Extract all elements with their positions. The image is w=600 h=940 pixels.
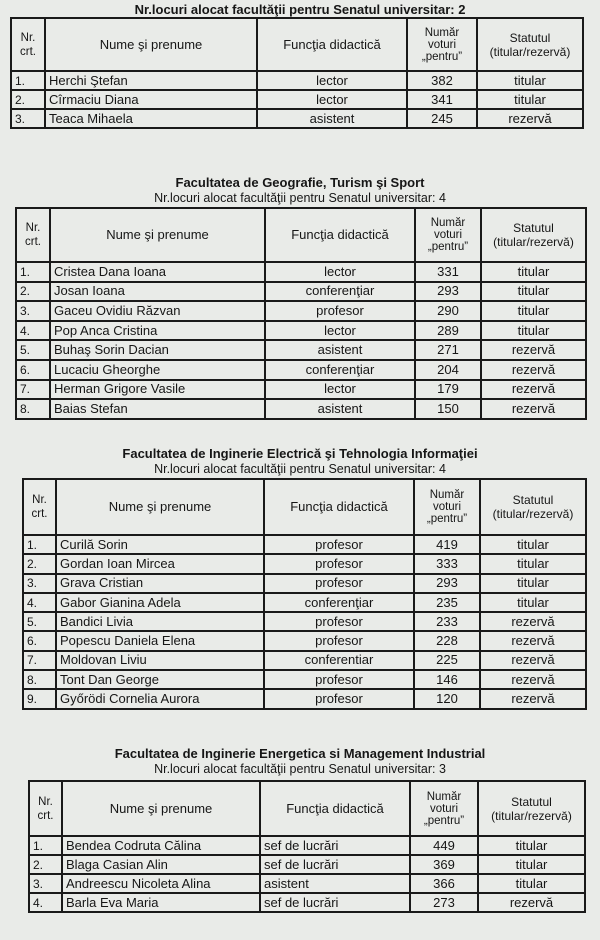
col-nr-header: Nr. crt.	[11, 18, 45, 71]
col-func-header: Funcţia didactică	[265, 208, 415, 262]
table-section-4	[28, 780, 586, 913]
table-row: 3. Teaca Mihaela asistent 245 rezervă	[11, 109, 583, 128]
col-votes-header: Număr voturi „pentru”	[410, 781, 478, 836]
table-row: 4. Barla Eva Maria sef de lucrări 273 rezervă	[29, 893, 585, 912]
col-name-header: Nume şi prenume	[45, 18, 257, 71]
table-row: 2. Josan Ioana conferenţiar 293 titular	[16, 282, 586, 302]
table-section-2	[15, 207, 587, 420]
table-row: 6. Popescu Daniela Elena profesor 228 rezervă	[23, 631, 586, 650]
table-row: 5. Bandici Livia profesor 233 rezervă	[23, 612, 586, 631]
table-row: 7. Moldovan Liviu conferentiar 225 rezervă	[23, 651, 586, 670]
col-status-header: Statutul (titular/rezervă)	[478, 781, 585, 836]
table-row: 3. Gaceu Ovidiu Răzvan profesor 290 titular	[16, 301, 586, 321]
table-header-row	[29, 781, 585, 836]
col-name-header: Nume şi prenume	[56, 479, 264, 535]
table-row: 4. Gabor Gianina Adela conferenţiar 235 titular	[23, 593, 586, 612]
section-1-subtitle: Nr.locuri alocat facultăţii pentru Senatul universitar: 2	[134, 2, 466, 17]
col-nr-header: Nr. crt.	[23, 479, 56, 535]
section-4-subtitle: Nr.locuri alocat facultăţii pentru Senatul universitar: 3	[154, 762, 446, 776]
table-row: 3. Grava Cristian profesor 293 titular	[23, 574, 586, 593]
table-row: 5. Buhaş Sorin Dacian asistent 271 rezervă	[16, 340, 586, 360]
table-row: 4. Pop Anca Cristina lector 289 titular	[16, 321, 586, 341]
col-votes-header: Număr voturi „pentru”	[415, 208, 481, 262]
col-name-header: Nume şi prenume	[50, 208, 265, 262]
table-row: 8. Tont Dan George profesor 146 rezervă	[23, 670, 586, 689]
col-votes-header: Număr voturi „pentru”	[414, 479, 480, 535]
table-row: 2. Blaga Casian Alin sef de lucrări 369 titular	[29, 855, 585, 874]
table-row: 9. Győrödi Cornelia Aurora profesor 120 rezervă	[23, 689, 586, 708]
col-nr-header: Nr. crt.	[29, 781, 62, 836]
table-row: 1. Curilă Sorin profesor 419 titular	[23, 535, 586, 554]
table-row: 1. Herchi Ştefan lector 382 titular	[11, 71, 583, 90]
table-row: 7. Herman Grigore Vasile lector 179 rezervă	[16, 380, 586, 400]
col-status-header: Statutul (titular/rezervă)	[481, 208, 586, 262]
col-func-header: Funcţia didactică	[264, 479, 414, 535]
col-func-header: Funcţia didactică	[257, 18, 407, 71]
table-section-3	[22, 478, 587, 710]
col-func-header: Funcţia didactică	[260, 781, 410, 836]
section-2-title: Facultatea de Geografie, Turism şi Sport	[175, 175, 425, 190]
table-header-row	[23, 479, 586, 535]
table-section-1	[10, 17, 584, 129]
section-4-title: Facultatea de Inginerie Energetica si Management Industrial	[114, 746, 486, 761]
section-2-subtitle: Nr.locuri alocat facultăţii pentru Senatul universitar: 4	[154, 191, 446, 205]
col-name-header: Nume şi prenume	[62, 781, 260, 836]
table-row: 2. Gordan Ioan Mircea profesor 333 titular	[23, 554, 586, 573]
col-votes-header: Număr voturi „pentru”	[407, 18, 477, 71]
col-status-header: Statutul (titular/rezervă)	[477, 18, 583, 71]
table-row: 6. Lucaciu Gheorghe conferenţiar 204 rezervă	[16, 360, 586, 380]
col-nr-header: Nr. crt.	[16, 208, 50, 262]
col-status-header: Statutul (titular/rezervă)	[480, 479, 586, 535]
table-row: 2. Cîrmaciu Diana lector 341 titular	[11, 90, 583, 109]
table-row: 3. Andreescu Nicoleta Alina asistent 366 titular	[29, 874, 585, 893]
table-row: 1. Cristea Dana Ioana lector 331 titular	[16, 262, 586, 282]
table-header-row	[11, 18, 583, 71]
section-3-title: Facultatea de Inginerie Electrică şi Tehnologia Informaţiei	[122, 446, 478, 461]
table-header-row	[16, 208, 586, 262]
table-row: 8. Baias Stefan asistent 150 rezervă	[16, 399, 586, 419]
table-row: 1. Bendea Codruta Călina sef de lucrări 449 titular	[29, 836, 585, 855]
section-3-subtitle: Nr.locuri alocat facultăţii pentru Senatul universitar: 4	[154, 462, 446, 476]
